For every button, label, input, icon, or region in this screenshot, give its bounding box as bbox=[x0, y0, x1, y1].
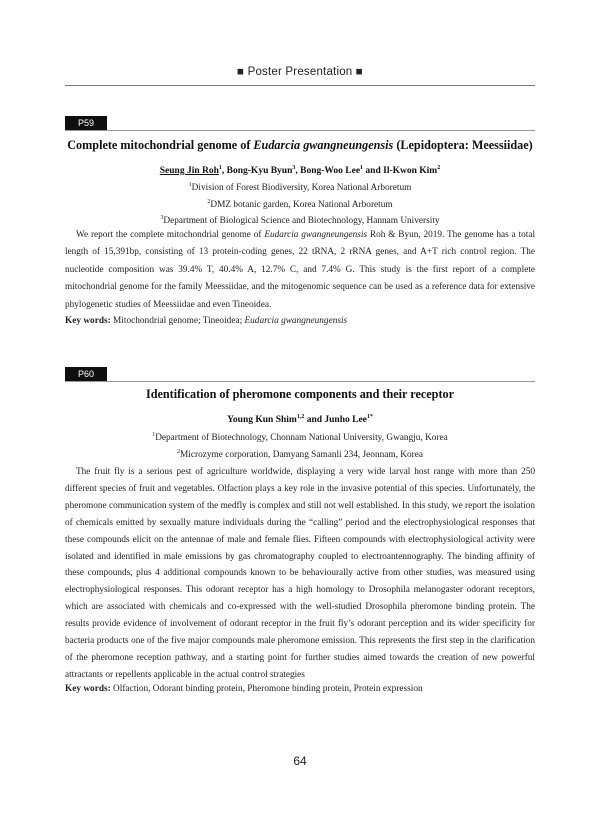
affiliation-list bbox=[65, 179, 535, 229]
title-text-suffix: (Lepidoptera: Meessiidae) bbox=[393, 138, 533, 152]
poster-id-badge: P60 bbox=[65, 367, 107, 382]
keywords-text: Olfaction, Odorant binding protein, Pheromone binding protein, Protein expression bbox=[110, 684, 423, 694]
keywords-text: Mitochondrial genome; Tineoidea; bbox=[110, 316, 245, 326]
poster-title: Identification of pheromone components and their receptor bbox=[145, 387, 455, 401]
abstract-text: We report the complete mitochondrial genome of bbox=[76, 230, 265, 240]
author-affil-mark: 2 bbox=[437, 165, 441, 171]
affil-text: DMZ botanic garden, Korea National Arboretum bbox=[210, 199, 393, 210]
keywords-line bbox=[65, 684, 535, 694]
affil-mark: 1 bbox=[188, 182, 192, 188]
affil-text: Department of Biotechnology, Chonnam National University, Gwangju, Korea bbox=[155, 433, 448, 444]
abstract-paragraph bbox=[65, 227, 535, 314]
affiliation-line bbox=[65, 446, 535, 463]
section-divider bbox=[65, 130, 535, 131]
affil-mark: 2 bbox=[177, 448, 181, 455]
author-separator: , bbox=[295, 166, 301, 177]
abstract-text-rest: Roh & Byun, 2019. The genome has a total length of 15,391bp, consisting of 13 protein-coding genes, 22 tRNA, 2 rRNA genes, and A+T rich control region. The nucleotide composition was 39.4% T, 40.4% A, 12.7% C, and 7.4% G. This study is the first report of a complete mitochondrial genome for the family Meessiidae, and the mitogenomic sequence can be used as a reference data for extensive phylogenetic studies of Meessiidae and even Tineoidea. bbox=[65, 230, 536, 310]
affil-mark: 2 bbox=[207, 198, 211, 205]
author-separator: , bbox=[221, 166, 227, 177]
author-name: Seung Jin Roh bbox=[159, 166, 219, 177]
affil-text: Microzyme corporation, Damyang Samanli 234, Jeonnam, Korea bbox=[180, 449, 423, 460]
author-name: Il-Kwon Kim bbox=[383, 166, 438, 177]
keywords-species: Eudarcia gwangneungensis bbox=[244, 316, 348, 326]
affiliation-list bbox=[65, 429, 535, 462]
title-text: Complete mitochondrial genome of bbox=[67, 138, 254, 152]
affiliation-line bbox=[65, 179, 535, 196]
author-name: Young Kun Shim bbox=[227, 415, 297, 426]
affil-mark: 1 bbox=[152, 432, 156, 438]
running-header: ■ Poster Presentation ■ bbox=[237, 66, 363, 78]
author-separator: and bbox=[363, 166, 384, 177]
poster-title bbox=[65, 138, 535, 153]
affiliation-line bbox=[65, 429, 535, 446]
author-affil-mark: 1,2 bbox=[296, 414, 305, 420]
poster-id-badge: P59 bbox=[65, 116, 107, 131]
keywords-label: Key words: bbox=[65, 684, 111, 694]
affiliation-line bbox=[65, 196, 535, 213]
author-affil-mark: 1* bbox=[366, 414, 373, 420]
affil-text: Division of Forest Biodiversity, Korea National Arboretum bbox=[191, 183, 412, 194]
title-species: Eudarcia gwangneungensis bbox=[253, 138, 394, 152]
keywords-line bbox=[65, 316, 535, 326]
author-affil-mark: 1 bbox=[360, 165, 364, 171]
section-divider bbox=[65, 381, 535, 382]
abstract-species: Eudarcia gwangneungensis bbox=[264, 230, 368, 240]
header-divider bbox=[65, 85, 535, 86]
author-list bbox=[65, 414, 535, 425]
author-name: Bong-Kyu Byun bbox=[226, 166, 293, 177]
page-number: 64 bbox=[293, 754, 307, 768]
author-list bbox=[65, 165, 535, 176]
author-separator: and bbox=[304, 415, 325, 426]
affil-text: Department of Biological Science and Biotechnology, Hannam University bbox=[163, 216, 440, 227]
affil-mark: 3 bbox=[160, 215, 164, 222]
author-name: Junho Lee bbox=[324, 415, 367, 426]
keywords-label: Key words: bbox=[65, 316, 111, 326]
author-affil-mark: 1 bbox=[218, 165, 222, 171]
abstract-paragraph: The fruit fly is a serious pest of agriculture worldwide, displaying a very wide larval host range with more than 250 different species of fruit and vegetables. Olfaction plays a key role in the invasive potential of this species. Unfortunately, the pheromone communication system of the medfly is complex and still not well established. In this study, we report the isolation of chemicals emitted by sexually mature individuals during the “calling” period and the electrophysiological responses that these compounds elicit on the antennae of male and female flies. Fifteen compounds with electrophysiological activity were isolated and identified in male emissions by gas chromatography coupled to electroantennography. The binding affinity of these compounds, plus 4 additional compounds known to be behaviourally active from other studies, was measured using electrophysiological responses. This odorant receptor has a high homology to Drosophila melanogaster odorant receptors, which are associated with chemicals and co-expressed with the well-studied Drosophila pheromone binding protein. The results provide evidence of involvement of odorant receptor in the fruit fly’s odorant perception and its wider specificity for bacteria products one of the five major compounds male pheromone emission. This represents the first step in the clarification of the pheromone reception pathway, and a starting point for further studies aimed towards the creation of new powerful attractants or repellents applicable in the actual control strategies bbox=[65, 467, 535, 680]
author-name: Bong-Woo Lee bbox=[300, 166, 361, 177]
author-affil-mark: 3 bbox=[292, 165, 296, 171]
